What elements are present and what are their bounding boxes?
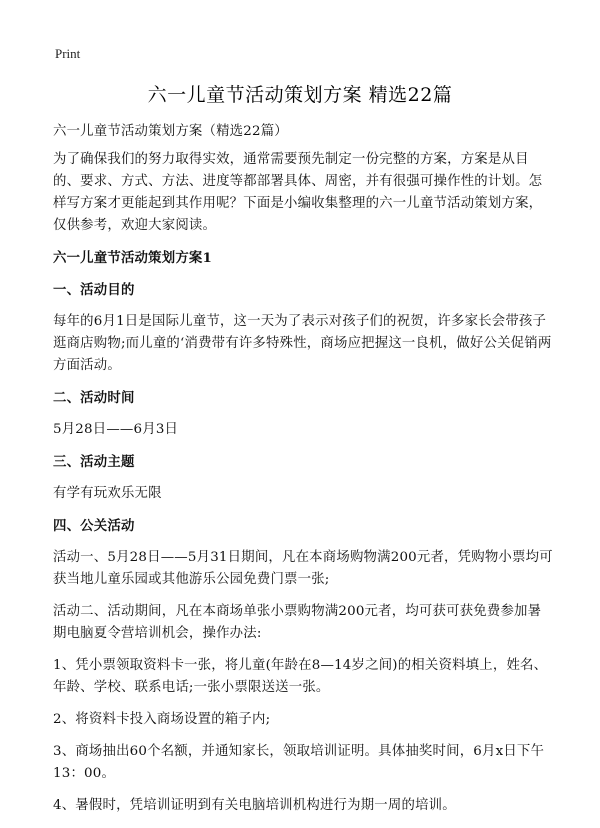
- heading-pr-activities: 四、公关活动: [53, 518, 135, 534]
- theme-paragraph: 有学有玩欢乐无限: [53, 486, 162, 501]
- activity-two-paragraph: 活动二、活动期间，凡在本商场单张小票购物满200元者，均可获可获免费参加暑期电脑夏令营培训机会，操作办法:: [53, 604, 542, 641]
- activity-one-paragraph: 活动一、5月28日——5月31日期间，凡在本商场购物满200元者，凭购物小票均可获当地儿童乐园或其他游乐公园免费门票一张;: [53, 550, 553, 587]
- print-link[interactable]: Print: [55, 46, 81, 61]
- step-four-paragraph: 4、暑假时，凭培训证明到有关电脑培训机构进行为期一周的培训。: [53, 798, 456, 813]
- section-title: 六一儿童节活动策划方案1: [53, 250, 213, 266]
- intro-paragraph: 为了确保我们的努力取得实效，通常需要预先制定一份完整的方案，方案是从目的、要求、方式、方法、进度等都部署具体、周密，并有很强可操作性的计划。怎样写方案才更能起到其作用呢？下面是小编收集整理的六一儿童节活动策划方案，仅供参考，欢迎大家阅读。: [53, 152, 543, 233]
- page-title: 六一儿童节活动策划方案 精选22篇: [147, 84, 453, 106]
- step-three-paragraph: 3、商场抽出60个名额，并通知家长，领取培训证明。具体抽奖时间，6月x日下午13：00。: [53, 744, 545, 781]
- heading-theme: 三、活动主题: [53, 454, 135, 470]
- step-two-paragraph: 2、将资料卡投入商场设置的箱子内;: [53, 712, 271, 727]
- article-subtitle: 六一儿童节活动策划方案（精选22篇）: [53, 124, 288, 139]
- time-paragraph: 5月28日——6月3日: [53, 422, 179, 437]
- heading-purpose: 一、活动目的: [53, 282, 135, 298]
- heading-time: 二、活动时间: [53, 390, 135, 406]
- article-body: [53, 121, 553, 827]
- purpose-paragraph: 每年的6月1日是国际儿童节，这一天为了表示对孩子们的祝贺，许多家长会带孩子逛商店购物;而儿童的‘消费带有许多特殊性，商场应把握这一良机，做好公关促销两方面活动。: [53, 314, 552, 373]
- step-one-paragraph: 1、凭小票领取资料卡一张，将儿童(年龄在8—14岁之间)的相关资料填上，姓名、年龄、学校、联系电话;一张小票限送送一张。: [53, 658, 548, 695]
